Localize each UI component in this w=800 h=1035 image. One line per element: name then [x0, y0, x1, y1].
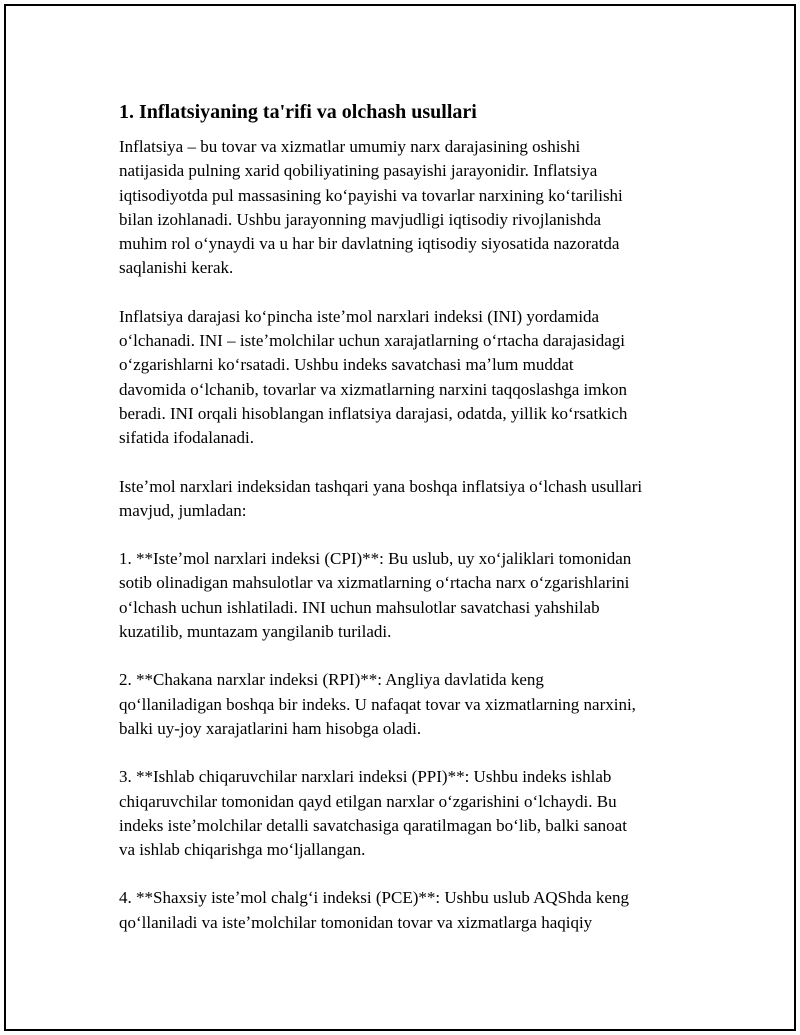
paragraph-line: 1. **Isteʼmol narxlari indeksi (CPI)**: Bu uslub, uy xoʻjaliklari tomonidan	[119, 549, 632, 569]
paragraph-line: natijasida pulning xarid qobiliyatining pasayishi jarayonidir. Inflatsiya	[119, 161, 598, 181]
paragraph-line: bilan izohlanadi. Ushbu jarayonning mavjudligi iqtisodiy rivojlanishda	[119, 209, 602, 229]
paragraph-line: mavjud, jumladan:	[119, 500, 247, 520]
paragraph-line: chiqaruvchilar tomonidan qayd etilgan narxlar oʻzgarishini oʻlchaydi. Bu	[119, 791, 617, 811]
paragraph-line: beradi. INI orqali hisoblangan inflatsiya darajasi, odatda, yillik koʻrsatkich	[119, 403, 628, 423]
paragraph-line: qoʻllaniladigan boshqa bir indeks. U nafaqat tovar va xizmatlarning narxini,	[119, 694, 636, 714]
paragraph-measurement	[119, 305, 709, 451]
paragraph-line: davomida oʻlchanib, tovarlar va xizmatlarning narxini taqqoslashga imkon	[119, 379, 627, 399]
list-item-pce	[119, 886, 709, 935]
list-item-rpi	[119, 668, 709, 741]
paragraph-line: oʻlchash uchun ishlatiladi. INI uchun mahsulotlar savatchasi yahshilab	[119, 597, 600, 617]
paragraph-line: 3. **Ishlab chiqaruvchilar narxlari indeksi (PPI)**: Ushbu indeks ishlab	[119, 767, 612, 787]
paragraph-line: indeks isteʼmolchilar detalli savatchasiga qaratilmagan boʻlib, balki sanoat	[119, 815, 627, 835]
paragraph-line: va ishlab chiqarishga moʻljallangan.	[119, 840, 366, 860]
paragraph-line: muhim rol oʻynaydi va u har bir davlatning iqtisodiy siyosatida nazoratda	[119, 234, 620, 254]
paragraph-line: Inflatsiya darajasi koʻpincha isteʼmol narxlari indeksi (INI) yordamida	[119, 306, 600, 326]
paragraph-line: iqtisodiyotda pul massasining koʻpayishi va tovarlar narxining koʻtarilishi	[119, 185, 623, 205]
paragraph-line: sotib olinadigan mahsulotlar va xizmatlarning oʻrtacha narx oʻzgarishlarini	[119, 573, 630, 593]
page-frame	[4, 4, 796, 1031]
paragraph-line: kuzatilib, muntazam yangilanib turiladi.	[119, 622, 392, 642]
paragraph-other-methods	[119, 475, 709, 524]
paragraph-line: 4. **Shaxsiy isteʼmol chalgʻi indeksi (PCE)**: Ushbu uslub AQShda keng	[119, 888, 629, 908]
paragraph-line: balki uy-joy xarajatlarini ham hisobga oladi.	[119, 718, 422, 738]
paragraph-line: oʻlchanadi. INI – isteʼmolchilar uchun xarajatlarning oʻrtacha darajasidagi	[119, 331, 626, 351]
list-item-ppi	[119, 765, 709, 862]
paragraph-line: qoʻllaniladi va isteʼmolchilar tomonidan tovar va xizmatlarga haqiqiy	[119, 912, 593, 932]
section-heading: 1. Inflatsiyaning ta'rifi va olchash usullari	[119, 101, 477, 123]
paragraph-line: sifatida ifodalanadi.	[119, 428, 255, 448]
paragraph-line: 2. **Chakana narxlar indeksi (RPI)**: Angliya davlatida keng	[119, 670, 544, 690]
paragraph-line: Inflatsiya – bu tovar va xizmatlar umumiy narx darajasining oshishi	[119, 137, 581, 156]
list-item-cpi	[119, 547, 709, 644]
paragraph-line: oʻzgarishlarni koʻrsatadi. Ushbu indeks savatchasi maʼlum muddat	[119, 355, 574, 375]
paragraph-definition	[119, 135, 709, 281]
document-body	[119, 98, 709, 959]
paragraph-line: Isteʼmol narxlari indeksidan tashqari yana boshqa inflatsiya oʻlchash usullari	[119, 476, 643, 496]
paragraph-line: saqlanishi kerak.	[119, 258, 234, 278]
